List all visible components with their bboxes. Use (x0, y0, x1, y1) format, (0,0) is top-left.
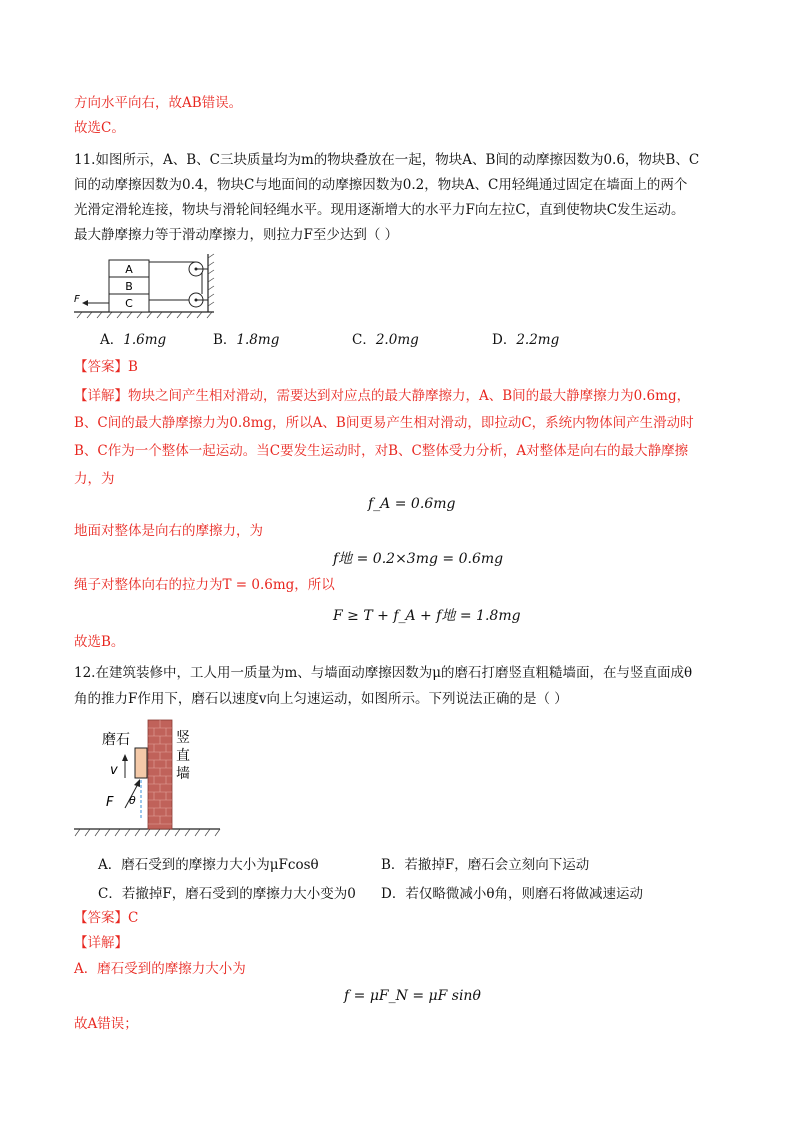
q11-detail-line1: 【详解】物块之间产生相对滑动，需要达到对应点的最大静摩擦力，A、B间的最大静摩擦力为0.6mg， (74, 388, 691, 404)
force-label: F (74, 294, 80, 305)
prev-conclusion: 故选C。 (74, 120, 125, 136)
wall-label-1: 竖 (176, 730, 190, 746)
q12-detail-head: 【详解】 (74, 935, 128, 951)
option-value: 1.6mg (123, 332, 167, 348)
prev-answer-line: 方向水平向右，故AB错误。 (74, 95, 243, 111)
velocity-label: v (110, 763, 118, 778)
wall-label-2: 直 (176, 748, 190, 764)
q12-option-d[interactable]: D．若仅略微减小θ角，则磨石将做减速运动 (381, 886, 643, 902)
stone-label: 磨石 (102, 732, 130, 748)
q11-detail-line5: 地面对整体是向右的摩擦力，为 (74, 523, 263, 539)
q11-answer: 【答案】B (74, 359, 138, 375)
q11-option-b[interactable] (213, 328, 279, 348)
option-letter: C． (352, 332, 376, 348)
q12-option-c[interactable]: C．若撤掉F，磨石受到的摩擦力大小变为0 (98, 886, 356, 902)
q11-option-d[interactable] (492, 328, 559, 348)
q12-option-b[interactable]: B．若撤掉F，磨石会立刻向下运动 (381, 857, 590, 873)
q11-stem-line3: 光滑定滑轮连接，物块与滑轮间轻绳水平。现用逐渐增大的水平力F向左拉C，直到使物块C发生运动。 (74, 202, 685, 218)
option-letter: A． (100, 332, 124, 348)
q11-detail-line4: 力，为 (74, 471, 115, 487)
q11-stem-line2: 间的动摩擦因数为0.4，物块C与地面间的动摩擦因数为0.2，物块A、C用轻绳通过固定在墙面上的两个 (74, 177, 688, 193)
force-label: F (106, 795, 114, 810)
q11-detail-line2: B、C间的最大静摩擦力为0.8mg，所以A、B间更易产生相对滑动，即拉动C，系统内物体间产生滑动时 (74, 415, 694, 431)
block-b-label: B (125, 280, 133, 293)
q12-answer: 【答案】C (74, 910, 139, 926)
q11-option-a[interactable] (100, 328, 166, 348)
q11-equation-total: F ≥ T + f_A + f地 = 1.8mg (333, 608, 521, 624)
option-value: 1.8mg (236, 332, 280, 348)
q12-stem-line2: 角的推力F作用下，磨石以速度v向上匀速运动，如图所示。下列说法正确的是（ ） (74, 691, 568, 707)
q11-stem-line1: 11.如图所示，A、B、C三块质量均为m的物块叠放在一起，物块A、B间的动摩擦因数为0.6，物块B、C (74, 152, 700, 168)
q11-pulley-figure (72, 252, 242, 322)
q11-conclusion: 故选B。 (74, 634, 125, 650)
block-a-label: A (125, 263, 133, 276)
q12-wall-figure (72, 716, 224, 841)
q11-detail-line3: B、C作为一个整体一起运动。当C要发生运动时，对B、C整体受力分析，A对整体是向右的最大静摩擦 (74, 443, 689, 459)
q12-equation-friction: f = μF_N = μF sinθ (344, 988, 481, 1004)
q12-detail-a: A．磨石受到的摩擦力大小为 (74, 961, 246, 977)
q11-equation-fa: f_A = 0.6mg (368, 496, 456, 512)
block-c-label: C (125, 297, 133, 310)
q12-stem-line1: 12.在建筑装修中，工人用一质量为m、与墙面动摩擦因数为μ的磨石打磨竖直粗糙墙面，在与竖直面成θ (74, 665, 693, 681)
grinding-stone (135, 748, 147, 778)
theta-label: θ (129, 794, 136, 807)
wall-label-3: 墙 (176, 766, 190, 782)
q12-option-a[interactable]: A．磨石受到的摩擦力大小为μFcosθ (98, 857, 319, 873)
option-value: 2.0mg (375, 332, 419, 348)
q11-detail-line6: 绳子对整体向右的拉力为T = 0.6mg，所以 (74, 577, 335, 593)
q11-equation-ground: f地 = 0.2×3mg = 0.6mg (333, 551, 504, 567)
q11-stem-line4: 最大静摩擦力等于滑动摩擦力，则拉力F至少达到（ ） (74, 227, 399, 243)
option-letter: B． (213, 332, 237, 348)
q11-option-c[interactable] (352, 328, 419, 348)
option-value: 2.2mg (516, 332, 560, 348)
option-letter: D． (492, 332, 517, 348)
q12-conclusion-a: 故A错误； (74, 1016, 138, 1032)
